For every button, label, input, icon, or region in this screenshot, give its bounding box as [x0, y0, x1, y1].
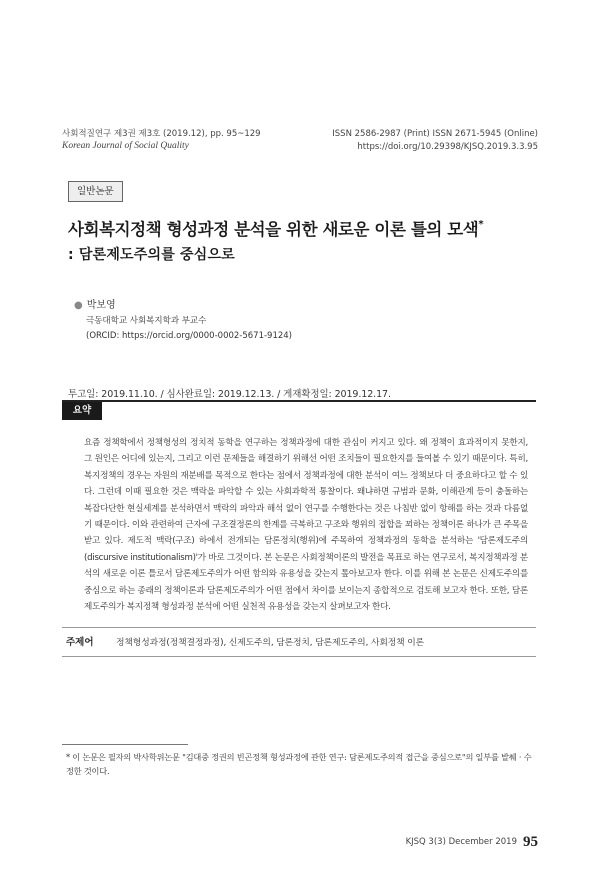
page-number: 95	[523, 834, 538, 850]
article-category-badge: 일반논문	[68, 181, 123, 202]
paper-title-text: 사회복지정책 형성과정 분석을 위한 새로운 이론 틀의 모색	[68, 220, 479, 239]
author-block	[74, 296, 116, 311]
footnote-text: * 이 논문은 필자의 박사학위논문 "김대중 정권의 빈곤정책 형성과정에 관한 연구: 담론제도주의적 접근을 중심으로"의 일부를 발췌 · 수정한 것이다.	[66, 752, 532, 776]
title-footnote-mark: *	[478, 218, 484, 230]
journal-name-english: Korean Journal of Social Quality	[62, 141, 189, 151]
abstract-top-rule	[62, 400, 536, 402]
author-affiliation: 극동대학교 사회복지학과 부교수	[86, 316, 207, 326]
doi-link[interactable]: https://doi.org/10.29398/KJSQ.2019.3.3.95	[357, 142, 538, 152]
submission-dates: 투고일: 2019.11.10. / 심사완료일: 2019.12.13. / 게재확정일: 2019.12.17.	[68, 389, 391, 400]
author-orcid[interactable]: (ORCID: https://orcid.org/0000-0002-5671-9124)	[86, 331, 293, 341]
running-footer: KJSQ 3(3) December 2019	[405, 837, 517, 847]
abstract-text: 요즘 정책학에서 정책형성의 정치적 동학을 연구하는 정책과정에 대한 관심이 커지고 있다. 왜 정책이 효과적이지 못한지, 그 원인은 어디에 있는지, 그리고 이런 문제들을 해결하기 위해선 어떤 조치들이 필요한지를 들여볼 수 있기 때문이다. 특히, 복지정책의 경우는 자원의 재분배를 목적으로 한다는 점에서 정책과정에 대한 분석이 여느 정책보다 더 중요하다고 할 수 있다. 그런데 이때 필요한 것은 맥락을 파악할 수 있는 사회과학적 통찰이다. 왜냐하면 규범과 문화, 이해관계 등이 충돌하는 복잡다단한 현실세계를 분석하면서 맥락의 파악과 해석 없이 연구를 수행한다는 것은 나침반 없이 항해를 하는 것과 다름없기 때문이다. 이와 관련하여 근자에 구조결정론의 한계를 극복하고 구조와 행위의 접합을 꾀하는 정책이론 하나가 큰 주목을 받고 있다. 제도적 맥락(구조) 하에서 전개되는 담론정치(행위)에 주목하여 정책과정의 동학을 분석하는 '담론제도주의(discursive institutionalism)'가 바로 그것이다. 본 논문은 사회정책이론의 발전을 목표로 하는 연구로서, 복지정책과정 분석의 새로운 이론 틀로서 담론제도주의가 어떤 함의와 유용성을 갖는지 톺아보고자 한다. 이를 위해 본 논문은 신제도주의를 중심으로 하는 종래의 정책이론과 담론제도주의가 어떤 점에서 차이를 보이는지 종합적으로 검토해 보고자 한다. 또한, 담론제도주의가 복지정책 형성과정 분석에 어떤 실천적 유용성을 갖는지 살펴보고자 한다.	[84, 438, 528, 613]
keywords-bottom-rule	[62, 656, 536, 657]
page-footer	[406, 834, 538, 851]
author-name: 박보영	[86, 300, 116, 311]
author-bullet: ●	[74, 300, 83, 311]
keywords-text: 정책형성과정(정책결정과정), 신제도주의, 담론정치, 담론제도주의, 사회정책 이론	[116, 638, 425, 648]
abstract-label: 요약	[62, 402, 102, 420]
keywords-label: 주제어	[66, 637, 94, 648]
keywords-top-rule	[62, 627, 536, 628]
footnote-rule	[62, 744, 188, 745]
citation-line: 사회적질연구 제3권 제3호 (2019.12), pp. 95~129	[62, 129, 261, 139]
paper-subtitle: : 담론제도주의를 중심으로	[68, 247, 235, 263]
issn-line: ISSN 2586-2987 (Print) ISSN 2671-5945 (Online)	[332, 129, 538, 139]
paper-title	[68, 216, 483, 240]
